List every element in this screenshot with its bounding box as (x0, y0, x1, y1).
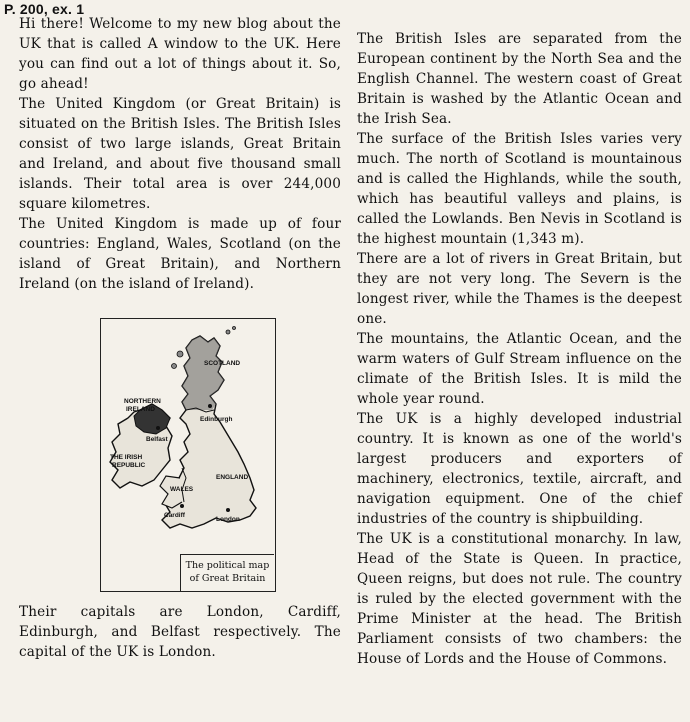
exercise-heading: P. 200, ex. 1 (4, 1, 85, 17)
location-paragraph: The United Kingdom (or Great Britain) is situated on the British Isles. The British Isles consist of two large islands, Great Britain and Ireland, and about five thousand small islands. Their total area is over 244,000 square kilometres. (19, 96, 341, 212)
irish-republic-label-1: THE IRISH (110, 454, 143, 461)
london-label: London (216, 516, 240, 523)
rivers-paragraph: There are a lot of rivers in Great Britain, but they are not very long. The Severn is the longest river, while the Thames is the deepest one. (357, 251, 682, 327)
surface-paragraph: The surface of the British Isles varies very much. The north of Scotland is mountainous and is called the Highlands, while the south, which has beautiful valleys and plains, is called the Lowlands. Ben Nevis in Scotland is the highest mountain (1,343 m). (357, 131, 682, 247)
edinburgh-label: Edinburgh (200, 416, 233, 423)
map-caption (180, 554, 274, 591)
geography-paragraph: The British Isles are separated from the European continent by the North Sea and the English Channel. The western coast of Great Britain is washed by the Atlantic Ocean and the Irish Sea. (357, 31, 682, 127)
island-dot (172, 364, 177, 369)
intro-paragraph: Hi there! Welcome to my new blog about the UK that is called A window to the UK. Here you can find out a lot of things about it. So, go ahead! (19, 16, 341, 92)
capitals-paragraph: Their capitals are London, Cardiff, Edinburgh, and Belfast respectively. The capital of the UK is London. (19, 604, 341, 660)
england-label: ENGLAND (216, 474, 249, 481)
island-dot (233, 327, 236, 330)
irish-republic-label-2: REPUBLIC (112, 462, 146, 469)
map-caption-line-1: The political map (185, 560, 270, 571)
wales-label: WALES (170, 486, 194, 493)
climate-paragraph: The mountains, the Atlantic Ocean, and the warm waters of Gulf Stream influence on the climate of the British Isles. It is mild the whole year round. (357, 331, 682, 407)
scotland-shading (182, 336, 224, 410)
map-caption-line-2: of Great Britain (189, 573, 266, 584)
countries-paragraph: The United Kingdom is made up of four countries: England, Wales, Scotland (on the island of Great Britain), and Northern Ireland (on the island of Ireland). (19, 216, 341, 292)
industry-paragraph: The UK is a highly developed industrial country. It is known as one of the world's largest producers and exporters of machinery, electronics, textile, aircraft, and navigation equipment. One of the chief industries of the country is shipbuilding. (357, 411, 682, 527)
cardiff-label: Cardiff (164, 512, 185, 519)
island-dot (226, 330, 230, 334)
northern-ireland-label-1: NORTHERN (124, 398, 161, 405)
government-paragraph: The UK is a constitutional monarchy. In law, Head of the State is Queen. In practice, Queen reigns, but does not rule. The country is ruled by the elected government with the Prime Minister at the head. The British Parliament consists of two chambers: the House of Lords and the House of Commons. (357, 531, 682, 667)
right-column (357, 29, 682, 669)
edinburgh-dot (208, 404, 212, 408)
cardiff-dot (180, 504, 184, 508)
northern-ireland-label-2: IRELAND (126, 406, 155, 413)
scotland-label: SCOTLAND (204, 360, 241, 367)
london-dot (226, 508, 230, 512)
belfast-label: Belfast (146, 436, 168, 443)
bottom-left-column (19, 602, 341, 662)
political-map (100, 318, 276, 592)
island-dot (177, 351, 183, 357)
left-column (19, 14, 341, 294)
belfast-dot (156, 426, 160, 430)
